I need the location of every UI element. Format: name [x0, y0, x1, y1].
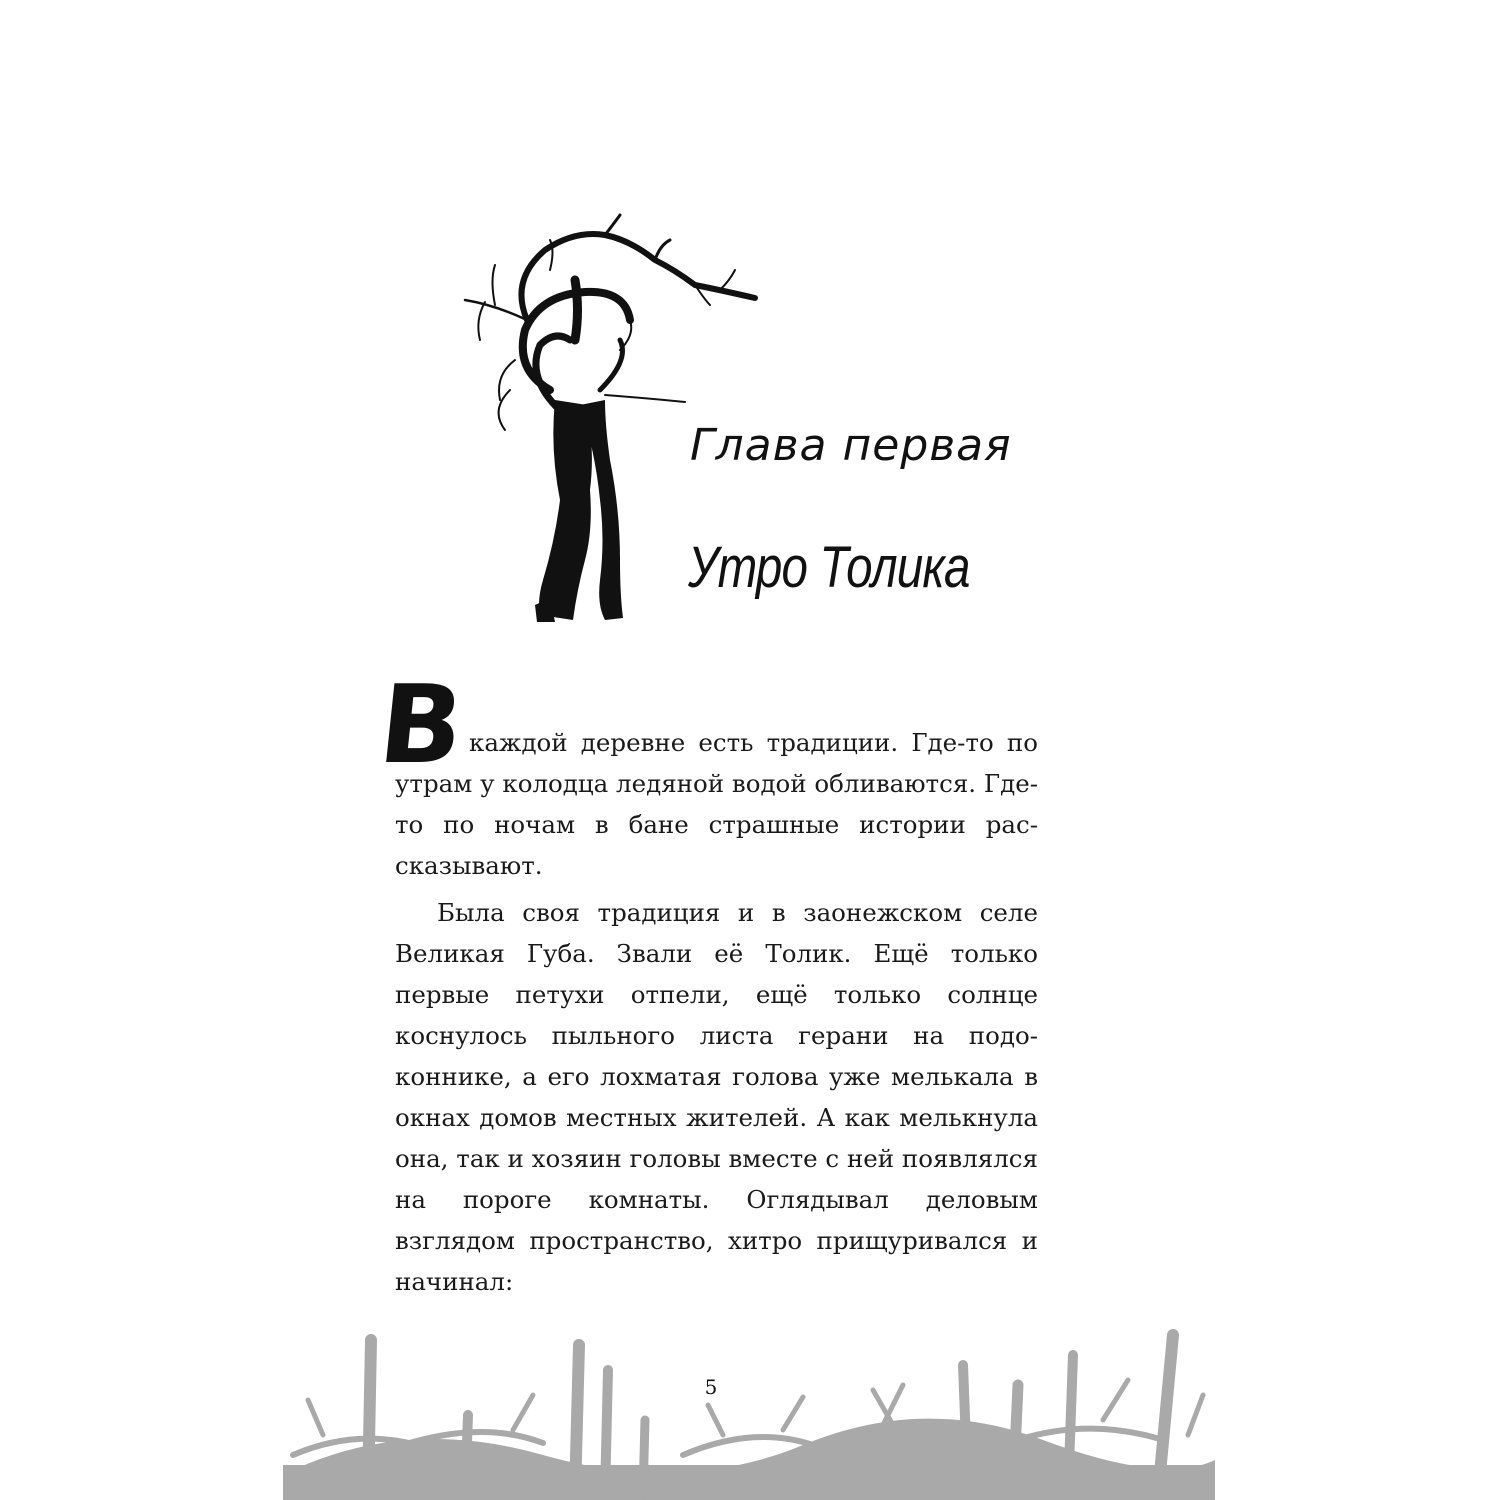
drop-cap: В [373, 663, 469, 788]
page-number: 5 [704, 1375, 718, 1399]
paragraph-1: каждой деревне есть традиции. Где-то по утрам у колодца ледяной водой обливаются. Где-то по ночам в бане страшные истории рассказывают. [395, 728, 1038, 880]
paragraph-2: Была своя традиция и в заонежском селе Великая Губа. Звали её Толик. Ещё только первые петухи отпели, ещё только солнце коснулось пыльного листа герани на подоконнике, а его лохматая голова уже мелькала в окнах домов местных жителей. А как мелькнула она, так и хозяин головы вместе с ней появлялся на пороге комнаты. Оглядывал деловым взглядом пространство, хитро прищуривался и начинал: [395, 898, 1038, 1296]
chapter-title: Утро Толика [688, 535, 970, 600]
chapter-label: Глава первая [690, 420, 1012, 471]
body-text [395, 722, 1038, 1302]
grass-decoration [283, 1325, 1215, 1500]
